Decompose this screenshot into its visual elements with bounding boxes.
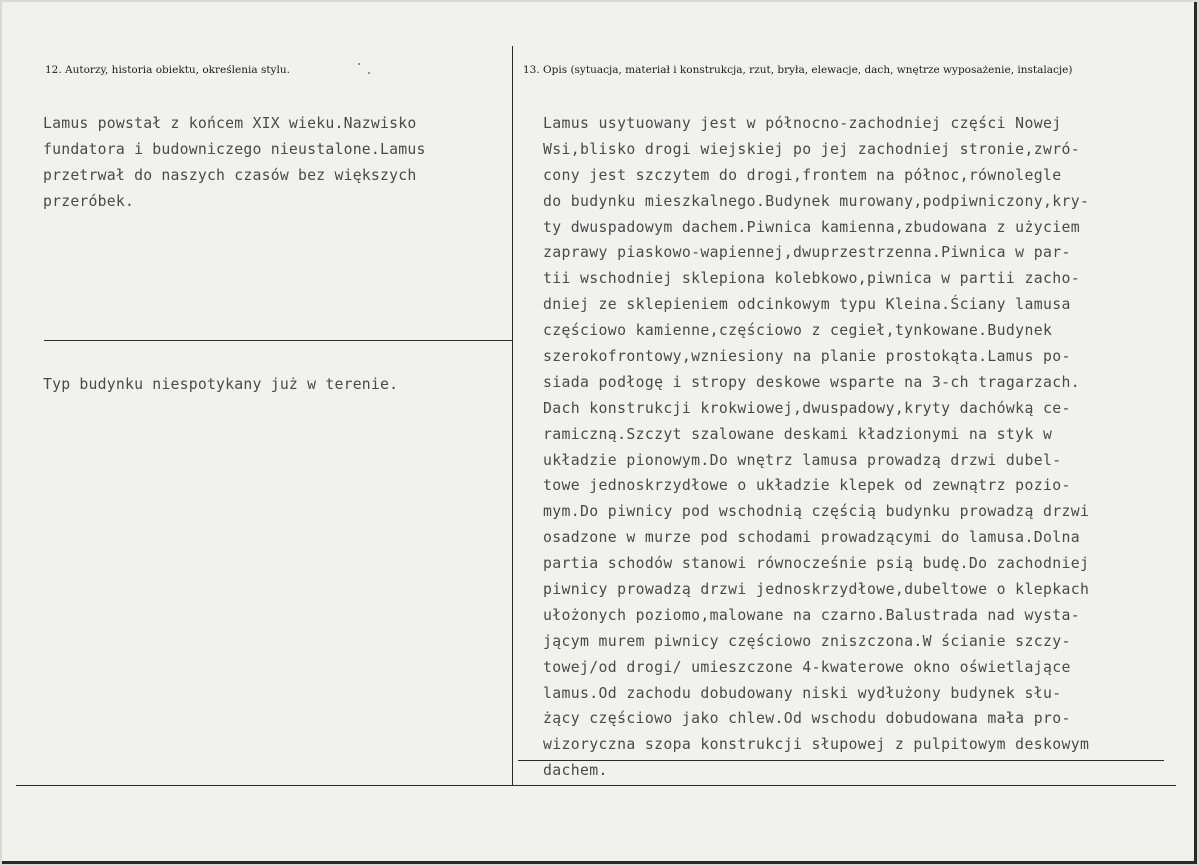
description-line: tii wschodniej sklepiona kolebkowo,piwnica w partii zacho- [543, 270, 1080, 288]
description-line: do budynku mieszkalnego.Budynek murowany,podpiwniczony,kry- [543, 192, 1090, 210]
description-line: ramiczną.Szczyt szalowane deskami kładzionymi na styk w [543, 425, 1053, 443]
description-line: wizoryczna szopa konstrukcji słupowej z pulpitowym deskowym [543, 736, 1090, 754]
history-line: przetrwał do naszych czasów bez większych [43, 166, 417, 184]
section-13-description-text [543, 111, 1089, 784]
description-line: jącym murem piwnicy częściowo zniszczona.W ścianie szczy- [543, 632, 1071, 650]
section-12-heading: 12. Autorzy, historia obiektu, określenia stylu. [45, 64, 290, 76]
column-divider [512, 46, 513, 786]
description-line: ułożonych poziomo,malowane na czarno.Balustrada nad wysta- [543, 606, 1080, 624]
description-line: partia schodów stanowi równocześnie psią budę.Do zachodniej [543, 555, 1090, 573]
inventory-card [2, 2, 1197, 864]
description-line: towe jednoskrzydłowe o układzie klepek od zewnątrz pozio- [543, 477, 1071, 495]
description-line: cony jest szczytem do drogi,frontem na północ,równolegle [543, 166, 1062, 184]
description-line: mym.Do piwnicy pod wschodnią częścią budynku prowadzą drzwi [543, 503, 1090, 521]
history-line: fundatora i budowniczego nieustalone.Lamus [43, 140, 426, 158]
building-type-note [43, 372, 398, 398]
description-line: żący częściowo jako chlew.Od wschodu dobudowana mała pro- [543, 710, 1071, 728]
description-line: dniej ze sklepieniem odcinkowym typu Kleina.Ściany lamusa [543, 296, 1071, 314]
description-line: układzie pionowym.Do wnętrz lamusa prowadzą drzwi dubel- [543, 451, 1062, 469]
description-line: Dach konstrukcji krokwiowej,dwuspadowy,kryty dachówką ce- [543, 399, 1071, 417]
description-line: zaprawy piaskowo-wapiennej,dwuprzestrzenna.Piwnica w par- [543, 244, 1071, 262]
description-line: ty dwuspadowym dachem.Piwnica kamienna,zbudowana z użyciem [543, 218, 1080, 236]
description-line: Wsi,blisko drogi wiejskiej po jej zachodniej stronie,zwró- [543, 140, 1080, 158]
paper-speck [368, 72, 370, 74]
description-line: szerokofrontowy,wzniesiony na planie prostokąta.Lamus po- [543, 348, 1071, 366]
description-line: dachem. [543, 762, 608, 780]
description-line: siada podłogę i stropy deskowe wsparte na 3-ch tragarzach. [543, 373, 1080, 391]
section-12-history-text [43, 111, 426, 215]
description-line: osadzone w murze pod schodami prowadzącymi do lamusa.Dolna [543, 529, 1080, 547]
description-line: Lamus usytuowany jest w północno-zachodniej części Nowej [543, 115, 1062, 132]
section-13-bottom-rule [518, 760, 1164, 761]
type-note-line: Typ budynku niespotykany już w terenie. [43, 376, 399, 393]
section-13-heading: 13. Opis (sytuacja, materiał i konstrukcja, rzut, bryła, elewacje, dach, wnętrze wyposażenie, instalacje) [523, 64, 1073, 76]
section-12-divider [44, 340, 512, 341]
history-line: Lamus powstał z końcem XIX wieku.Nazwisko [43, 115, 417, 132]
description-line: lamus.Od zachodu dobudowany niski wydłużony budynek słu- [543, 684, 1062, 702]
description-line: piwnicy prowadzą drzwi jednoskrzydłowe,dubeltowe o klepkach [543, 581, 1090, 599]
paper-speck [358, 63, 360, 65]
description-line: częściowo kamienne,częściowo z cegieł,tynkowane.Budynek [543, 322, 1053, 340]
description-line: towej/od drogi/ umieszczone 4-kwaterowe okno oświetlające [543, 658, 1071, 676]
history-line: przeróbek. [43, 192, 135, 210]
card-bottom-rule [16, 785, 1176, 786]
